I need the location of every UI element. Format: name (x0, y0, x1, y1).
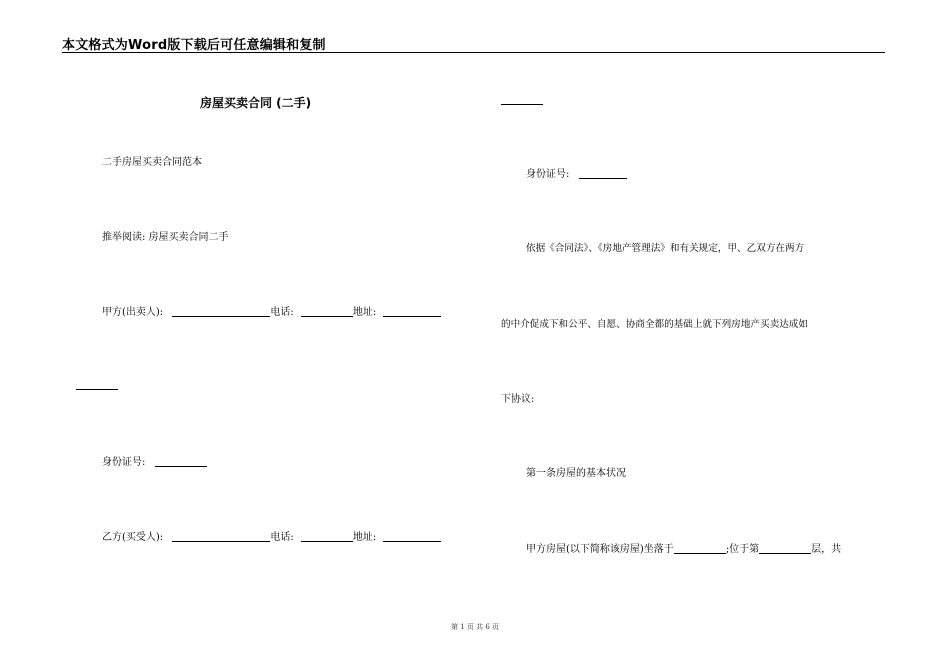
article-1-title: 第一条房屋的基本状况 (526, 468, 626, 479)
party-a-label: 甲方(出卖人): (102, 307, 164, 318)
id-b-blank (579, 168, 627, 179)
recommended-reading: 推举阅读: 房屋买卖合同二手 (102, 232, 229, 243)
house-text-3: 层，共 (811, 544, 842, 555)
house-location-blank (674, 543, 726, 554)
address-label-b: 地址: (352, 532, 377, 543)
address-b-continuation-rule (501, 104, 543, 105)
document-title: 房屋买卖合同 (二手) (200, 96, 312, 110)
party-a-name-blank (172, 306, 270, 317)
party-a-line (102, 306, 441, 319)
intro-paragraph-line-3: 下协议: (501, 394, 535, 405)
id-b-line (526, 168, 627, 181)
intro-paragraph-line-2: 的中介促成下和公平、自愿、协商全都的基础上就下列房地产买卖达成如 (501, 319, 808, 330)
house-location-line (526, 543, 841, 556)
id-a-line (102, 456, 207, 469)
id-label-a: 身份证号: (102, 457, 146, 468)
address-a-blank (383, 306, 441, 317)
id-a-blank (155, 456, 207, 467)
phone-b-blank (301, 531, 353, 542)
party-b-line (102, 531, 441, 544)
house-text-2: ;位于第 (725, 544, 760, 555)
banner-divider (62, 52, 885, 53)
id-label-b: 身份证号: (526, 169, 570, 180)
page-footer: 第 1 页 共 6 页 (450, 623, 500, 631)
phone-a-blank (301, 306, 353, 317)
phone-label-b: 电话: (270, 532, 294, 543)
intro-paragraph-line-1: 依据《合同法》、《房地产管理法》和有关规定，甲、乙双方在两方 (526, 243, 805, 254)
party-b-label: 乙方(买受人): (102, 532, 164, 543)
phone-label-a: 电话: (270, 307, 294, 318)
subtitle: 二手房屋买卖合同范本 (102, 157, 202, 168)
house-text-1: 甲方房屋(以下简称该房屋)坐落于 (526, 544, 674, 555)
address-b-blank (383, 531, 441, 542)
party-b-name-blank (172, 531, 270, 542)
address-label-a: 地址: (352, 307, 377, 318)
address-a-continuation-rule (76, 389, 118, 390)
floor-blank (759, 543, 811, 554)
banner-text: 本文格式为Word版下载后可任意编辑和复制 (62, 38, 326, 53)
